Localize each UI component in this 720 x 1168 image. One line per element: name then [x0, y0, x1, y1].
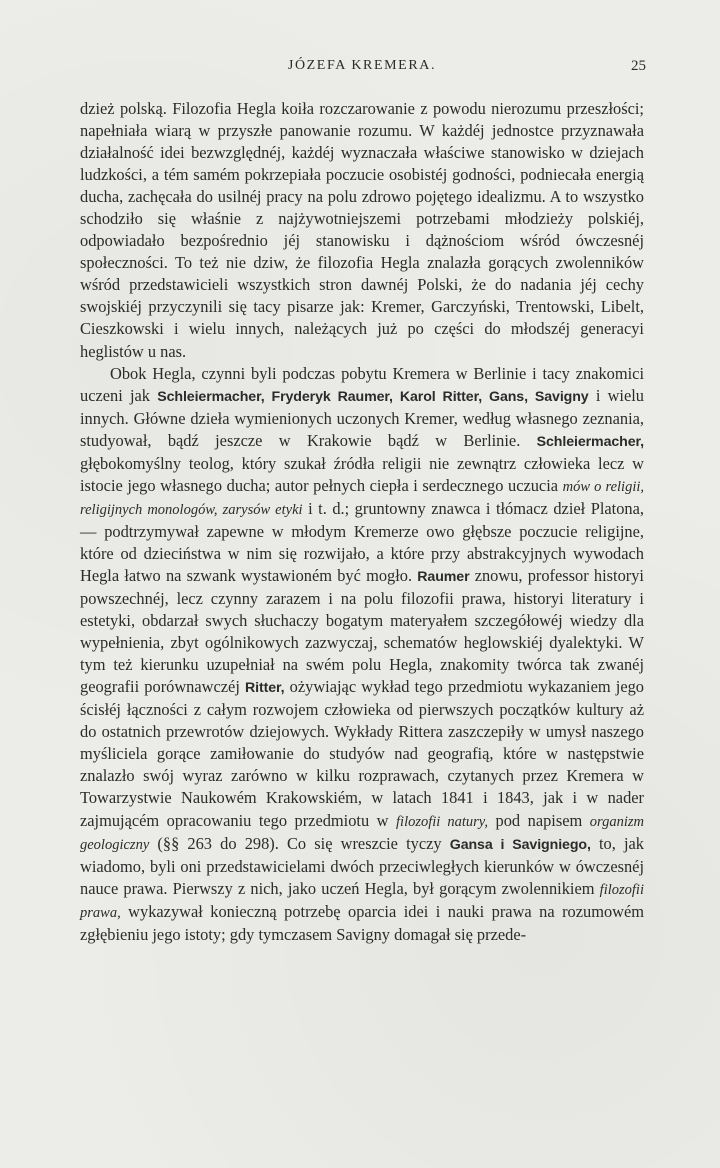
- italic-organizm-geologiczny: organizm geologiczny: [80, 813, 644, 853]
- text-segment: (§§ 263 do 298). Co się wreszcie tyczy: [149, 833, 450, 853]
- bold-name-schleiermacher: Schleiermacher,: [536, 433, 644, 450]
- bold-name-raumer: Raumer: [417, 568, 470, 585]
- italic-filozofii-prawa: filozofii prawa,: [80, 881, 644, 921]
- text-segment: dzież polską. Filozofia Hegla koiła rozczarowanie z powodu nierozumu przeszłości; napełniała wiarą w przyszłe panowanie rozumu. W każdéj jednostce przyznawała działalność idei bezwzględnéj, każdéj wyznaczała właściwe stanowisko w dziejach ludzkości, a tém samém pokrzepiała poczucie osobistéj godności, podniecała energią ducha, zachęcała do usilnéj pracy na polu zdrowo pojętego idealizmu. A to wszystko schodziło się właśnie z najżywotniejszemi potrzebami młodzieży polskiéj, odpowiadało bezpośrednio jéj stanowisku i dążnościom wśród ówczesnéj społeczności. To też nie dziw, że filozofia Hegla znalazła gorących zwolenników wśród przedstawicieli wszystkich stron dawnéj Polski, że do nadania jéj cechy swojskiéj przyczynili się tacy pisarze jak: Kremer, Garczyński, Trentowski, Libelt, Cieszkowski i wielu innych, należących już po części do młodszéj generacyi heglistów u nas.: [80, 99, 644, 361]
- page-number: 25: [631, 58, 646, 74]
- body-text: [80, 98, 644, 946]
- bold-name-ritter: Ritter,: [245, 680, 285, 697]
- text-segment: wykazywał konieczną potrzebę oparcia idei i nauki prawa na rozumowém zgłębieniu jego istoty; gdy tymczasem Savigny domagał się przede-: [80, 901, 644, 944]
- text-segment: i t. d.; gruntowny znawca i tłómacz dzieł Platona, — podtrzymywał zapewne w młodym Kremerze owo głębsze poczucie religijne, które od dzieciństwa w nim się rozwijało, a które przy abstrakcyjnych wywodach Hegla łatwo na szwank wystawioném być mogło.: [80, 498, 644, 585]
- text-segment: pod napisem: [488, 810, 590, 830]
- text-segment: ożywiając wykład tego przedmiotu wykazaniem jego ścisłéj łączności z całym rozwojem człowieka od pierwszych początków kultury aż do ostatnich przewrotów dziejowych. Wykłady Rittera zaszczepiły w umysł naszego myśliciela gorące zamiłowanie do studyów nad geografią, które w następstwie znalazło swój wyraz zarówno w kilku rozprawach, czytanych przez Kremera w Towarzystwie Naukowém Krakowskiém, w latach 1841 i 1843, jak i w nader zajmującém opracowaniu tego przedmiotu w: [80, 677, 644, 830]
- paragraph-2: [80, 363, 644, 946]
- running-head: [80, 56, 644, 78]
- text-segment: znowu, professor historyi powszechnéj, lecz czynny zarazem i na polu filozofii prawa, historyi literatury i estetyki, obdarzał swych słuchaczy bogatym materyałem szczegółowéj wiedzy dla wypełnienia, zbyt ogólnikowych zazwyczaj, schematów heglowskiéj dyalektyki. W tym też kierunku uzupełniał na swém polu Hegla, znakomity twórca tak zwanéj geografii porównawczéj: [80, 565, 644, 697]
- text-segment: i wielu innych. Główne dzieła wymienionych uczonych Kremer, według własnego zeznania, studyował, bądź jeszcze w Krakowie bądź w Berlinie.: [80, 385, 644, 450]
- italic-work-titles: mów o religii, religijnych monologów, zarysów etyki: [80, 478, 644, 518]
- italic-filozofii-natury: filozofii natury,: [396, 813, 489, 830]
- bold-name-gans-savigny: Gansa i Savigniego,: [449, 836, 591, 853]
- text-segment: Obok Hegla, czynni byli podczas pobytu Kremera w Berlinie i tacy znakomici uczeni jak: [80, 363, 644, 405]
- page-title: JÓZEFA KREMERA.: [287, 58, 437, 73]
- text-segment: głębokomyślny teolog, który szukał źródła religii nie zewnątrz człowieka lecz w istocie jego własnego ducha; autor pełnych ciepła i serdecznego uczucia: [80, 453, 644, 495]
- text-segment: to, jak wiadomo, byli oni przedstawicielami dwóch przeciwległych kierunków w ówczesnéj nauce prawa. Pierwszy z nich, jako uczeń Hegla, był gorącym zwolennikiem: [80, 833, 644, 898]
- bold-names: Schleiermacher, Fryderyk Raumer, Karol Ritter, Gans, Savigny: [157, 388, 589, 405]
- paragraph-1: [80, 98, 644, 363]
